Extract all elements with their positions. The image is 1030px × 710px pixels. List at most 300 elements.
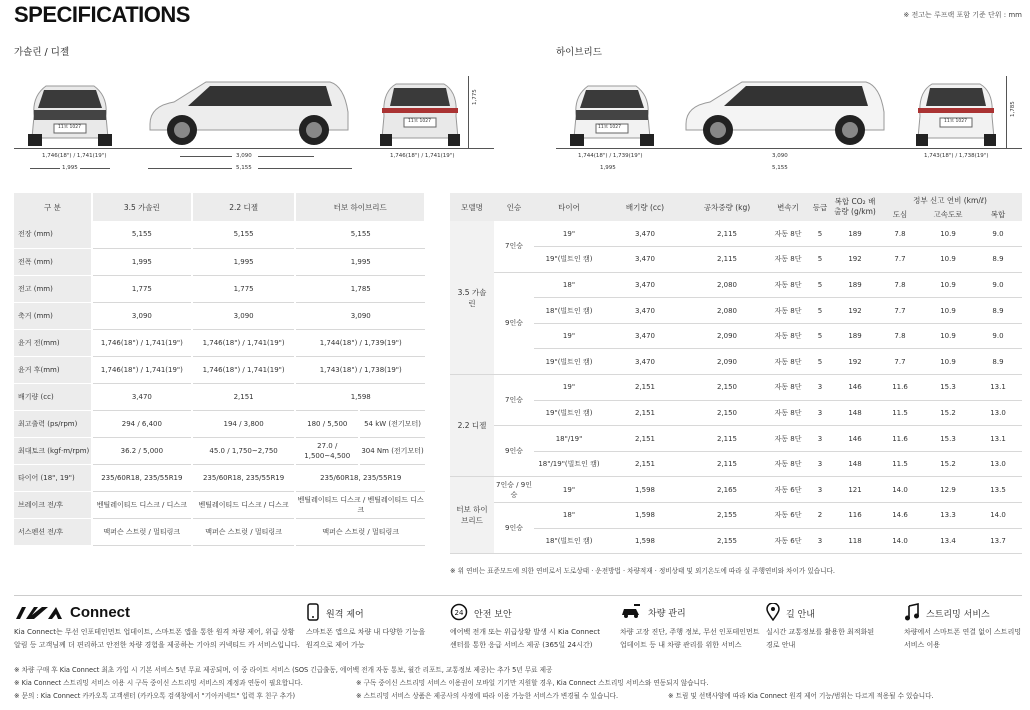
spec-cell-gas: 1,746(18") / 1,741(19") bbox=[92, 329, 192, 356]
fuel-row bbox=[450, 349, 1022, 375]
fuel-cell-weight: 2,155 bbox=[686, 528, 768, 554]
fuel-cell-comb: 13.0 bbox=[974, 400, 1022, 426]
fuel-cell-trans: 자동 8단 bbox=[768, 426, 808, 452]
fuel-cell-tire: 18" bbox=[534, 503, 604, 529]
fuel-header-efficiency: 정부 신고 연비 (km/ℓ) bbox=[878, 193, 1022, 207]
fuel-cell-tire: 18"/19" bbox=[534, 426, 604, 452]
fuel-cell-tire: 19" bbox=[534, 375, 604, 401]
spec-cell-gas: 1,775 bbox=[92, 275, 192, 302]
spec-cell-hybrid2: 304 Nm (전기모터) bbox=[359, 437, 425, 464]
fuel-cell-disp: 3,470 bbox=[604, 298, 686, 324]
fuel-header-grade: 등급 bbox=[808, 193, 832, 221]
fuel-model: 2.2 디젤 bbox=[450, 375, 494, 477]
fuel-cell-hwy: 12.9 bbox=[922, 477, 974, 503]
fuel-cell-hwy: 15.3 bbox=[922, 426, 974, 452]
hybrid-car-side-image bbox=[680, 76, 890, 148]
fuel-cell-city: 11.5 bbox=[878, 400, 922, 426]
spec-cell-hybrid: 1,744(18") / 1,739(19") bbox=[295, 329, 425, 356]
fuel-cell-co2: 192 bbox=[832, 349, 878, 375]
dim-length: 5,155 bbox=[236, 165, 252, 171]
fuel-cell-weight: 2,155 bbox=[686, 503, 768, 529]
fuel-cell-trans: 자동 6단 bbox=[768, 503, 808, 529]
spec-cell-diesel: 45.0 / 1,750~2,750 bbox=[192, 437, 296, 464]
fuel-row bbox=[450, 272, 1022, 298]
kia-connect-logo bbox=[14, 604, 130, 621]
feature-title: 길 안내 bbox=[786, 610, 815, 620]
spec-cell-hybrid: 1,785 bbox=[295, 275, 425, 302]
feature-desc bbox=[620, 626, 760, 652]
smartphone-icon bbox=[306, 603, 320, 624]
fuel-cell-hwy: 10.9 bbox=[922, 221, 974, 247]
footnote: ※ 문의 : Kia Connect 카카오톡 고객센터 (카카오톡 검색창에서 "기아커넥트" 입력 후 친구 추가) bbox=[14, 692, 296, 700]
spec-row bbox=[14, 356, 425, 383]
dim-line bbox=[30, 168, 60, 169]
spec-table bbox=[14, 193, 426, 546]
fuel-cell-comb: 13.7 bbox=[974, 528, 1022, 554]
spec-cell-diesel: 235/60R18, 235/55R19 bbox=[192, 464, 296, 491]
fuel-cell-trans: 자동 8단 bbox=[768, 375, 808, 401]
feature-desc-line: 차량에서 스마트폰 연결 없이 스트리밍 bbox=[904, 628, 1022, 636]
spec-cell-label: 전폭 (mm) bbox=[14, 248, 92, 275]
fuel-note: ※ 위 연비는 표준모드에 의한 연비로서 도로상태 · 운전방법 · 차량적재 · 정비상태 및 외기온도에 따라 실 주행연비와 차이가 있습니다. bbox=[450, 567, 835, 575]
fuel-cell-co2: 148 bbox=[832, 451, 878, 477]
intro-line: Kia Connect는 무선 인포테인먼트 업데이트, 스마트폰 앱을 통한 원격 차량 제어, 위급 상황 bbox=[14, 628, 295, 636]
hybrid-dim-rear-tread: 1,743(18") / 1,738(19") bbox=[924, 153, 989, 159]
fuel-cell-disp: 2,151 bbox=[604, 451, 686, 477]
fuel-cell-disp: 2,151 bbox=[604, 426, 686, 452]
fuel-cell-weight: 2,115 bbox=[686, 221, 768, 247]
spec-cell-hybrid: 180 / 5,500 bbox=[295, 410, 359, 437]
spec-cell-diesel: 194 / 3,800 bbox=[192, 410, 296, 437]
fuel-row bbox=[450, 426, 1022, 452]
spec-cell-hybrid2: 54 kW (전기모터) bbox=[359, 410, 425, 437]
fuel-row bbox=[450, 247, 1022, 273]
dim-line bbox=[180, 156, 232, 157]
fuel-cell-co2: 148 bbox=[832, 400, 878, 426]
dim-line bbox=[258, 168, 352, 169]
fuel-seats: 7인승 / 9인승 bbox=[494, 477, 534, 503]
hybrid-dim-wheelbase: 3,090 bbox=[772, 153, 788, 159]
feature-4 bbox=[904, 603, 990, 624]
shield-24-icon bbox=[450, 603, 468, 624]
fuel-cell-hwy: 15.3 bbox=[922, 375, 974, 401]
feature-desc bbox=[306, 626, 425, 652]
spec-cell-label: 서스펜션 전/후 bbox=[14, 518, 92, 545]
fuel-row bbox=[450, 221, 1022, 247]
fuel-cell-city: 11.6 bbox=[878, 375, 922, 401]
feature-0 bbox=[306, 603, 364, 624]
spec-cell-gas: 1,746(18") / 1,741(19") bbox=[92, 356, 192, 383]
spec-cell-label: 전고 (mm) bbox=[14, 275, 92, 302]
fuel-cell-city: 11.5 bbox=[878, 451, 922, 477]
fuel-cell-hwy: 10.9 bbox=[922, 247, 974, 273]
spec-cell-diesel: 1,746(18") / 1,741(19") bbox=[192, 356, 296, 383]
fuel-cell-grade: 3 bbox=[808, 400, 832, 426]
fuel-cell-disp: 1,598 bbox=[604, 503, 686, 529]
fuel-cell-weight: 2,150 bbox=[686, 400, 768, 426]
fuel-cell-weight: 2,165 bbox=[686, 477, 768, 503]
feature-2 bbox=[620, 603, 686, 622]
fuel-cell-hwy: 10.9 bbox=[922, 349, 974, 375]
fuel-cell-tire: 19" bbox=[534, 477, 604, 503]
spec-cell-gas: 294 / 6,400 bbox=[92, 410, 192, 437]
fuel-model: 3.5 가솔린 bbox=[450, 221, 494, 375]
fuel-cell-tire: 19"(빌트인 캠) bbox=[534, 247, 604, 273]
fuel-cell-grade: 5 bbox=[808, 298, 832, 324]
fuel-cell-grade: 3 bbox=[808, 375, 832, 401]
fuel-cell-co2: 192 bbox=[832, 247, 878, 273]
spec-cell-hybrid: 벤틸레이티드 디스크 / 벤틸레이티드 디스크 bbox=[295, 491, 425, 518]
spec-row bbox=[14, 275, 425, 302]
spec-cell-label: 배기량 (cc) bbox=[14, 383, 92, 410]
feature-3 bbox=[766, 603, 815, 624]
fuel-cell-city: 14.0 bbox=[878, 477, 922, 503]
feature-desc-line: 스마트폰 앱으로 차량 내 다양한 기능을 bbox=[306, 628, 426, 636]
spec-row bbox=[14, 329, 425, 356]
location-pin-icon bbox=[766, 603, 780, 624]
fuel-header-weight: 공차중량 (kg) bbox=[686, 193, 768, 221]
spec-cell-hybrid: 1,995 bbox=[295, 248, 425, 275]
spec-row bbox=[14, 302, 425, 329]
spec-cell-gas: 235/60R18, 235/55R19 bbox=[92, 464, 192, 491]
spec-cell-gas: 36.2 / 5,000 bbox=[92, 437, 192, 464]
fuel-cell-city: 7.8 bbox=[878, 272, 922, 298]
spec-row bbox=[14, 518, 425, 545]
ground-line bbox=[14, 148, 494, 149]
fuel-cell-trans: 자동 8단 bbox=[768, 221, 808, 247]
fuel-cell-disp: 1,598 bbox=[604, 528, 686, 554]
car-side-image bbox=[144, 76, 354, 148]
fuel-cell-city: 11.6 bbox=[878, 426, 922, 452]
spec-cell-diesel: 1,746(18") / 1,741(19") bbox=[192, 329, 296, 356]
fuel-cell-co2: 118 bbox=[832, 528, 878, 554]
hybrid-ground-line bbox=[556, 148, 1022, 149]
fuel-cell-trans: 자동 8단 bbox=[768, 298, 808, 324]
spec-cell-gas: 벤틸레이티드 디스크 / 디스크 bbox=[92, 491, 192, 518]
spec-cell-label: 전장 (mm) bbox=[14, 221, 92, 248]
hybrid-rear-plate: 11보 1027 bbox=[944, 119, 967, 124]
spec-cell-hybrid: 27.0 / 1,500~4,500 bbox=[295, 437, 359, 464]
spec-cell-hybrid: 1,743(18") / 1,738(19") bbox=[295, 356, 425, 383]
fuel-row bbox=[450, 503, 1022, 529]
feature-1 bbox=[450, 603, 512, 624]
fuel-header-tire: 타이어 bbox=[534, 193, 604, 221]
car-rear-image bbox=[374, 76, 466, 148]
fuel-seats: 7인승 bbox=[494, 221, 534, 272]
fuel-cell-comb: 9.0 bbox=[974, 272, 1022, 298]
intro-line: 알림 등 고객님께 더 편리하고 안전한 차량 경험을 제공하는 기아의 커넥티드 카 서비스입니다. bbox=[14, 641, 300, 649]
spec-cell-diesel: 5,155 bbox=[192, 221, 296, 248]
spec-row bbox=[14, 437, 425, 464]
fuel-header-displacement: 배기량 (cc) bbox=[604, 193, 686, 221]
spec-cell-diesel: 벤틸레이티드 디스크 / 디스크 bbox=[192, 491, 296, 518]
fuel-cell-trans: 자동 8단 bbox=[768, 323, 808, 349]
spec-cell-diesel: 2,151 bbox=[192, 383, 296, 410]
car-wrench-icon bbox=[620, 603, 642, 622]
hybrid-dim-front-tread: 1,744(18") / 1,739(19") bbox=[578, 153, 643, 159]
hybrid-car-rear-image bbox=[910, 76, 1002, 148]
fuel-seats: 7인승 bbox=[494, 375, 534, 426]
music-note-icon bbox=[904, 603, 920, 624]
spec-header: 2.2 디젤 bbox=[192, 193, 296, 221]
spec-row bbox=[14, 410, 425, 437]
fuel-cell-city: 7.8 bbox=[878, 323, 922, 349]
fuel-cell-tire: 19" bbox=[534, 221, 604, 247]
fuel-cell-disp: 3,470 bbox=[604, 272, 686, 298]
fuel-cell-tire: 19"(빌트인 캠) bbox=[534, 400, 604, 426]
hybrid-dim-width: 1,995 bbox=[600, 165, 616, 171]
spec-cell-hybrid: 3,090 bbox=[295, 302, 425, 329]
fuel-cell-trans: 자동 8단 bbox=[768, 272, 808, 298]
footnote: ※ 구독 중이신 스트리밍 서비스 이용권이 모바일 기기만 지원할 경우, Kia Connect 스트리밍 서비스와 연동되지 않습니다. bbox=[356, 679, 709, 687]
fuel-header-combined: 복합 bbox=[974, 207, 1022, 221]
dim-wheelbase: 3,090 bbox=[236, 153, 252, 159]
fuel-cell-comb: 14.0 bbox=[974, 503, 1022, 529]
fuel-cell-comb: 8.9 bbox=[974, 298, 1022, 324]
section-gas-diesel: 가솔린 / 디젤 bbox=[14, 47, 70, 58]
fuel-row bbox=[450, 375, 1022, 401]
fuel-cell-city: 7.7 bbox=[878, 349, 922, 375]
fuel-seats: 9인승 bbox=[494, 272, 534, 374]
fuel-cell-disp: 3,470 bbox=[604, 323, 686, 349]
spec-cell-gas: 3,090 bbox=[92, 302, 192, 329]
fuel-cell-tire: 18" bbox=[534, 272, 604, 298]
fuel-cell-disp: 2,151 bbox=[604, 375, 686, 401]
fuel-cell-co2: 189 bbox=[832, 221, 878, 247]
fuel-cell-comb: 13.1 bbox=[974, 375, 1022, 401]
fuel-cell-trans: 자동 8단 bbox=[768, 247, 808, 273]
spec-row bbox=[14, 491, 425, 518]
fuel-cell-grade: 2 bbox=[808, 503, 832, 529]
footnote: ※ 트림 및 선택사양에 따라 Kia Connect 원격 제어 기능/범위는 다르게 적용될 수 있습니다. bbox=[668, 692, 934, 700]
unit-note: ※ 전고는 루프랙 포함 기준 단위 : mm bbox=[903, 11, 1022, 19]
fuel-cell-co2: 116 bbox=[832, 503, 878, 529]
fuel-row bbox=[450, 323, 1022, 349]
spec-row bbox=[14, 464, 425, 491]
feature-title: 차량 관리 bbox=[648, 609, 686, 619]
fuel-row bbox=[450, 528, 1022, 554]
fuel-cell-grade: 5 bbox=[808, 349, 832, 375]
fuel-cell-weight: 2,115 bbox=[686, 426, 768, 452]
feature-desc-line: 서비스 이용 bbox=[904, 641, 941, 649]
kia-connect-intro bbox=[14, 626, 300, 652]
spec-cell-gas: 3,470 bbox=[92, 383, 192, 410]
footnote: ※ Kia Connect 스트리밍 서비스 이용 시 구독 중이신 스트리밍 서비스의 계정과 연동이 필요합니다. bbox=[14, 679, 303, 687]
dim-rear-tread: 1,746(18") / 1,741(19") bbox=[390, 153, 455, 159]
fuel-cell-comb: 13.0 bbox=[974, 451, 1022, 477]
divider bbox=[14, 595, 1022, 596]
fuel-cell-hwy: 15.2 bbox=[922, 400, 974, 426]
fuel-header-transmission: 변속기 bbox=[768, 193, 808, 221]
fuel-cell-disp: 2,151 bbox=[604, 400, 686, 426]
fuel-header-highway: 고속도로 bbox=[922, 207, 974, 221]
fuel-cell-comb: 9.0 bbox=[974, 221, 1022, 247]
fuel-seats: 9인승 bbox=[494, 503, 534, 554]
fuel-cell-trans: 자동 6단 bbox=[768, 477, 808, 503]
fuel-cell-trans: 자동 8단 bbox=[768, 400, 808, 426]
spec-row bbox=[14, 383, 425, 410]
fuel-cell-hwy: 10.9 bbox=[922, 298, 974, 324]
spec-cell-gas: 맥퍼슨 스트럿 / 멀티링크 bbox=[92, 518, 192, 545]
dim-width: 1,995 bbox=[62, 165, 78, 171]
hybrid-dim-height: 1,785 bbox=[1010, 101, 1016, 117]
fuel-cell-co2: 121 bbox=[832, 477, 878, 503]
fuel-cell-disp: 1,598 bbox=[604, 477, 686, 503]
fuel-cell-city: 7.7 bbox=[878, 247, 922, 273]
spec-cell-hybrid: 맥퍼슨 스트럿 / 멀티링크 bbox=[295, 518, 425, 545]
fuel-row bbox=[450, 477, 1022, 503]
spec-header: 구 분 bbox=[14, 193, 92, 221]
fuel-row bbox=[450, 451, 1022, 477]
fuel-cell-weight: 2,150 bbox=[686, 375, 768, 401]
spec-cell-hybrid: 1,598 bbox=[295, 383, 425, 410]
fuel-row bbox=[450, 400, 1022, 426]
kia-connect-title: Connect bbox=[70, 604, 130, 621]
fuel-cell-weight: 2,115 bbox=[686, 451, 768, 477]
feature-desc-line: 에어백 전개 또는 위급상황 발생 시 Kia Connect bbox=[450, 628, 601, 636]
fuel-header-seats: 인승 bbox=[494, 193, 534, 221]
fuel-header-model: 모델명 bbox=[450, 193, 494, 221]
dim-line bbox=[258, 156, 314, 157]
fuel-cell-weight: 2,080 bbox=[686, 272, 768, 298]
spec-cell-diesel: 3,090 bbox=[192, 302, 296, 329]
page-title: SPECIFICATIONS bbox=[14, 2, 190, 27]
hybrid-front-plate: 11보 1027 bbox=[598, 125, 621, 130]
fuel-cell-co2: 189 bbox=[832, 323, 878, 349]
hybrid-height-line bbox=[1006, 76, 1007, 148]
kia-logo-icon bbox=[14, 605, 64, 621]
feature-desc-line: 원격으로 제어 가능 bbox=[306, 641, 365, 649]
spec-cell-diesel: 1,995 bbox=[192, 248, 296, 275]
fuel-cell-disp: 3,470 bbox=[604, 247, 686, 273]
spec-cell-label: 윤거 전(mm) bbox=[14, 329, 92, 356]
fuel-cell-tire: 18"/19"(빌트인 캠) bbox=[534, 451, 604, 477]
feature-title: 원격 제어 bbox=[326, 610, 364, 620]
fuel-cell-tire: 19" bbox=[534, 323, 604, 349]
fuel-row bbox=[450, 298, 1022, 324]
fuel-cell-co2: 192 bbox=[832, 298, 878, 324]
fuel-table bbox=[450, 193, 1022, 554]
spec-cell-gas: 5,155 bbox=[92, 221, 192, 248]
spec-cell-label: 브레이크 전/후 bbox=[14, 491, 92, 518]
footnote: ※ 스트리밍 서비스 상품은 제공사의 사정에 따라 이용 가능한 서비스가 변경될 수 있습니다. bbox=[356, 692, 619, 700]
fuel-model: 터보 하이브리드 bbox=[450, 477, 494, 554]
fuel-cell-hwy: 13.4 bbox=[922, 528, 974, 554]
feature-desc-line: 경로 안내 bbox=[766, 641, 796, 649]
dim-line bbox=[148, 168, 232, 169]
spec-cell-hybrid: 235/60R18, 235/55R19 bbox=[295, 464, 425, 491]
spec-row bbox=[14, 221, 425, 248]
car-front-image bbox=[20, 76, 120, 148]
feature-desc-line: 차량 고장 진단, 주행 정보, 무선 인포테인먼트 bbox=[620, 628, 760, 636]
spec-cell-diesel: 1,775 bbox=[192, 275, 296, 302]
fuel-cell-co2: 146 bbox=[832, 426, 878, 452]
fuel-cell-weight: 2,090 bbox=[686, 323, 768, 349]
fuel-cell-trans: 자동 6단 bbox=[768, 528, 808, 554]
fuel-cell-weight: 2,080 bbox=[686, 298, 768, 324]
spec-cell-label: 타이어 (18", 19") bbox=[14, 464, 92, 491]
dim-line bbox=[80, 168, 110, 169]
spec-cell-label: 최대토크 (kgf·m/rpm) bbox=[14, 437, 92, 464]
feature-desc bbox=[766, 626, 874, 652]
fuel-cell-grade: 5 bbox=[808, 272, 832, 298]
fuel-cell-city: 14.0 bbox=[878, 528, 922, 554]
fuel-cell-hwy: 10.9 bbox=[922, 323, 974, 349]
dim-height: 1,775 bbox=[472, 89, 478, 105]
front-plate: 11보 1027 bbox=[58, 125, 81, 130]
fuel-cell-grade: 5 bbox=[808, 323, 832, 349]
feature-title: 스트리밍 서비스 bbox=[926, 610, 990, 620]
fuel-cell-city: 7.8 bbox=[878, 221, 922, 247]
fuel-cell-co2: 189 bbox=[832, 272, 878, 298]
feature-desc bbox=[450, 626, 600, 652]
fuel-header-city: 도심 bbox=[878, 207, 922, 221]
fuel-cell-comb: 9.0 bbox=[974, 323, 1022, 349]
hybrid-car-front-image bbox=[562, 76, 662, 148]
section-hybrid: 하이브리드 bbox=[556, 47, 602, 58]
fuel-header-co2: 복합 CO₂ 배출량 (g/km) bbox=[832, 193, 878, 221]
fuel-cell-comb: 13.5 bbox=[974, 477, 1022, 503]
spec-header: 터보 하이브리드 bbox=[295, 193, 425, 221]
spec-cell-label: 축거 (mm) bbox=[14, 302, 92, 329]
svg-text:24: 24 bbox=[454, 609, 464, 617]
fuel-cell-grade: 5 bbox=[808, 247, 832, 273]
feature-desc-line: 업데이트 등 내 차량 관리를 위한 서비스 bbox=[620, 641, 742, 649]
fuel-cell-hwy: 10.9 bbox=[922, 272, 974, 298]
fuel-cell-disp: 3,470 bbox=[604, 221, 686, 247]
fuel-cell-trans: 자동 8단 bbox=[768, 349, 808, 375]
spec-cell-gas: 1,995 bbox=[92, 248, 192, 275]
fuel-cell-comb: 8.9 bbox=[974, 247, 1022, 273]
fuel-cell-grade: 3 bbox=[808, 528, 832, 554]
spec-cell-diesel: 맥퍼슨 스트럿 / 멀티링크 bbox=[192, 518, 296, 545]
feature-desc bbox=[904, 626, 1021, 652]
fuel-cell-grade: 3 bbox=[808, 426, 832, 452]
fuel-cell-grade: 5 bbox=[808, 221, 832, 247]
fuel-cell-grade: 3 bbox=[808, 477, 832, 503]
footnote: ※ 차량 구매 후 Kia Connect 최초 가입 시 기본 서비스 5년 무료 제공되며, 이 중 라이트 서비스 (SOS 긴급출동, 에어백 전개 자동 통보, 월간 리포트, 교통정보 제공)는 추가 5년 무료 제공 bbox=[14, 666, 553, 674]
feature-desc-line: 실시간 교통정보를 활용한 최적화된 bbox=[766, 628, 875, 636]
fuel-cell-disp: 3,470 bbox=[604, 349, 686, 375]
fuel-cell-tire: 18"(빌트인 캠) bbox=[534, 528, 604, 554]
fuel-cell-tire: 19"(빌트인 캠) bbox=[534, 349, 604, 375]
fuel-cell-co2: 146 bbox=[832, 375, 878, 401]
spec-header: 3.5 가솔린 bbox=[92, 193, 192, 221]
height-line bbox=[468, 76, 469, 148]
fuel-cell-comb: 8.9 bbox=[974, 349, 1022, 375]
hybrid-dim-length: 5,155 bbox=[772, 165, 788, 171]
fuel-cell-hwy: 13.3 bbox=[922, 503, 974, 529]
fuel-cell-tire: 18"(빌트인 캠) bbox=[534, 298, 604, 324]
fuel-cell-city: 7.7 bbox=[878, 298, 922, 324]
spec-cell-label: 윤거 후(mm) bbox=[14, 356, 92, 383]
fuel-cell-weight: 2,090 bbox=[686, 349, 768, 375]
fuel-cell-city: 14.6 bbox=[878, 503, 922, 529]
feature-title: 안전 보안 bbox=[474, 610, 512, 620]
feature-desc-line: 센터를 통한 응급 서비스 제공 (365일 24시간) bbox=[450, 641, 593, 649]
dim-front-tread: 1,746(18") / 1,741(19") bbox=[42, 153, 107, 159]
fuel-cell-comb: 13.1 bbox=[974, 426, 1022, 452]
fuel-seats: 9인승 bbox=[494, 426, 534, 477]
spec-cell-hybrid: 5,155 bbox=[295, 221, 425, 248]
fuel-cell-grade: 3 bbox=[808, 451, 832, 477]
spec-cell-label: 최고출력 (ps/rpm) bbox=[14, 410, 92, 437]
fuel-cell-weight: 2,115 bbox=[686, 247, 768, 273]
fuel-cell-hwy: 15.2 bbox=[922, 451, 974, 477]
rear-plate: 11보 1027 bbox=[408, 119, 431, 124]
spec-row bbox=[14, 248, 425, 275]
fuel-cell-trans: 자동 8단 bbox=[768, 451, 808, 477]
